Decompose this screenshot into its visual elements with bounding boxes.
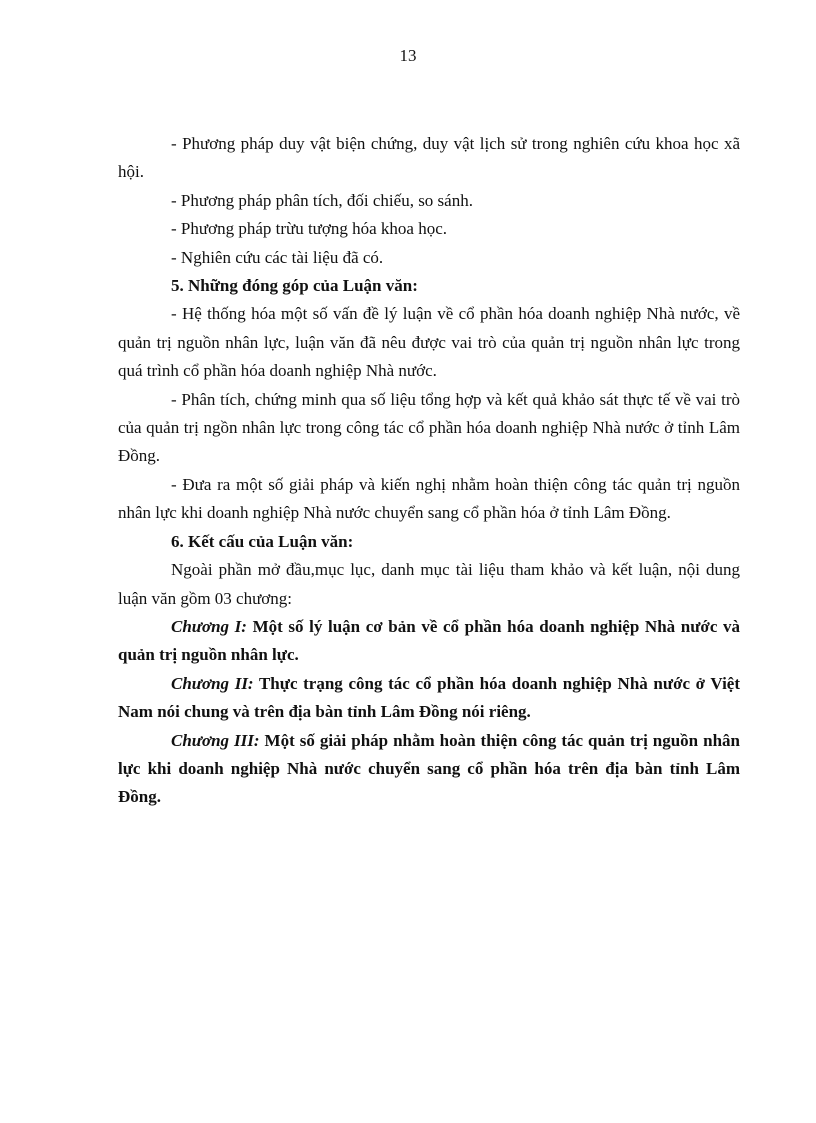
method-item: - Phương pháp duy vật biện chứng, duy vật lịch sử trong nghiên cứu khoa học xã hội. xyxy=(118,134,740,182)
chapter-1 xyxy=(118,613,740,670)
method-item: - Nghiên cứu các tài liệu đã có. xyxy=(171,247,384,267)
chapter-3-label: Chương III: xyxy=(171,730,260,750)
method-item: - Phương pháp trừu tượng hóa khoa học. xyxy=(171,219,448,239)
page-number: 13 xyxy=(399,46,417,65)
chapter-3 xyxy=(118,727,740,812)
chapter-3-title: Một số giải pháp nhằm hoàn thiện công tác quản trị nguồn nhân lực khi doanh nghiệp Nhà nước chuyển sang cổ phần hóa trên địa bàn tỉnh Lâm Đồng. xyxy=(118,730,740,807)
chapter-2 xyxy=(118,670,740,727)
chapter-1-title: Một số lý luận cơ bản về cổ phần hóa doanh nghiệp Nhà nước và quản trị nguồn nhân lực. xyxy=(118,616,741,665)
chapter-1-label: Chương I: xyxy=(171,616,247,636)
contribution-item: - Hệ thống hóa một số vấn đề lý luận về cổ phần hóa doanh nghiệp Nhà nước, về quản trị nguồn nhân lực, luận văn đã nêu được vai trò của quản trị nguồn nhân lực trong quá trình cổ phần hóa doanh nghiệp Nhà nước. xyxy=(118,304,740,381)
chapter-2-label: Chương II: xyxy=(171,673,254,693)
contribution-item: - Phân tích, chứng minh qua số liệu tổng hợp và kết quả khảo sát thực tế về vai trò của quản trị ngồn nhân lực trong công tác cổ phần hóa doanh nghiệp Nhà nước ở tỉnh Lâm Đồng. xyxy=(118,389,740,466)
structure-intro: Ngoài phần mở đầu,mục lục, danh mục tài liệu tham khảo và kết luận, nội dung luận văn gồm 03 chương: xyxy=(118,560,740,608)
method-item: - Phương pháp phân tích, đối chiếu, so sánh. xyxy=(171,190,473,210)
section-6-heading: 6. Kết cấu của Luận văn: xyxy=(171,531,354,551)
chapter-2-title: Thực trạng công tác cổ phần hóa doanh nghiệp Nhà nước ở Việt Nam nói chung và trên địa bàn tỉnh Lâm Đồng nói riêng. xyxy=(118,673,741,722)
document-body xyxy=(118,130,740,812)
section-5-heading: 5. Những đóng góp của Luận văn: xyxy=(171,276,418,296)
contribution-item: - Đưa ra một số giải pháp và kiến nghị nhằm hoàn thiện công tác quản trị nguồn nhân lực khi doanh nghiệp Nhà nước chuyển sang cổ phần hóa ở tỉnh Lâm Đồng. xyxy=(118,474,740,523)
